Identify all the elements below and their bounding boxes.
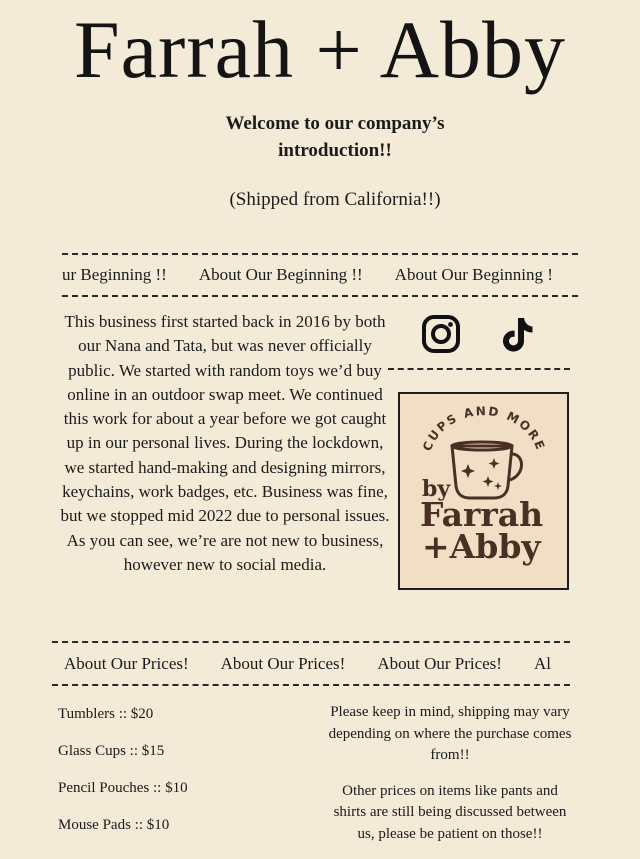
marquee-item: ur Beginning !! bbox=[62, 265, 167, 284]
divider-beginning-bottom bbox=[62, 295, 578, 297]
other-prices-note: Other prices on items like pants and shirts are still being discussed between us, please be patient on those!! bbox=[333, 782, 567, 842]
marquee-item: About Our Prices! bbox=[377, 654, 502, 673]
marquee-item: Al bbox=[533, 654, 551, 673]
page-title: Farrah + Abby bbox=[74, 4, 566, 95]
instagram-link[interactable] bbox=[421, 314, 461, 354]
price-item: Pencil Pouches :: $10 bbox=[58, 780, 188, 796]
sparkle-icon bbox=[461, 458, 502, 490]
price-item: Glass Cups :: $15 bbox=[58, 743, 165, 759]
story-text: This business first started back in 2016 by both our Nana and Tata, but was never officially public. We started with random toys we’d buy online in an outdoor swap meet. We continued this work for about a year before we got caught up in our personal lives. During the lockdown, we started hand-making and designing mirrors, keychains, work badges, etc. Business was fine, but we stopped mid 2022 due to personal issues. As you can see, we’re are not new to business, however new to social media. bbox=[60, 312, 390, 574]
instagram-icon bbox=[421, 314, 461, 354]
divider-prices-top bbox=[52, 641, 570, 643]
welcome-line-2: introduction!! bbox=[278, 140, 392, 161]
logo-arc-text: CUPS AND MORE bbox=[420, 403, 548, 454]
marquee-item: About Our Beginning ! bbox=[394, 265, 553, 284]
tiktok-link[interactable] bbox=[497, 314, 537, 354]
price-item: Tumblers :: $20 bbox=[58, 706, 154, 722]
welcome-line-1: Welcome to our company’s bbox=[225, 113, 445, 134]
price-item: Mouse Pads :: $10 bbox=[58, 817, 170, 833]
shipping-note: Please keep in mind, shipping may vary depending on where the purchase comes from!! bbox=[328, 704, 572, 763]
marquee-item: About Our Prices! bbox=[220, 654, 346, 673]
logo-name-2: +Abby bbox=[422, 527, 541, 566]
divider-top bbox=[62, 253, 578, 255]
welcome-heading bbox=[120, 110, 550, 164]
shipped-note: (Shipped from California!!) bbox=[229, 189, 441, 210]
marquee-item: About Our Beginning !! bbox=[198, 265, 363, 284]
cup-icon bbox=[452, 442, 522, 498]
price-list bbox=[58, 702, 288, 850]
marquee-item: About Our Prices! bbox=[64, 654, 189, 673]
marquee-prices bbox=[64, 653, 574, 675]
divider-prices-bottom bbox=[52, 684, 570, 686]
logo-by: by bbox=[422, 476, 451, 502]
divider-social bbox=[388, 368, 570, 370]
marquee-beginning bbox=[62, 264, 578, 286]
price-notes bbox=[325, 702, 575, 859]
logo-name-1: Farrah bbox=[420, 495, 544, 534]
tiktok-icon bbox=[497, 314, 537, 354]
brand-logo bbox=[398, 392, 569, 590]
